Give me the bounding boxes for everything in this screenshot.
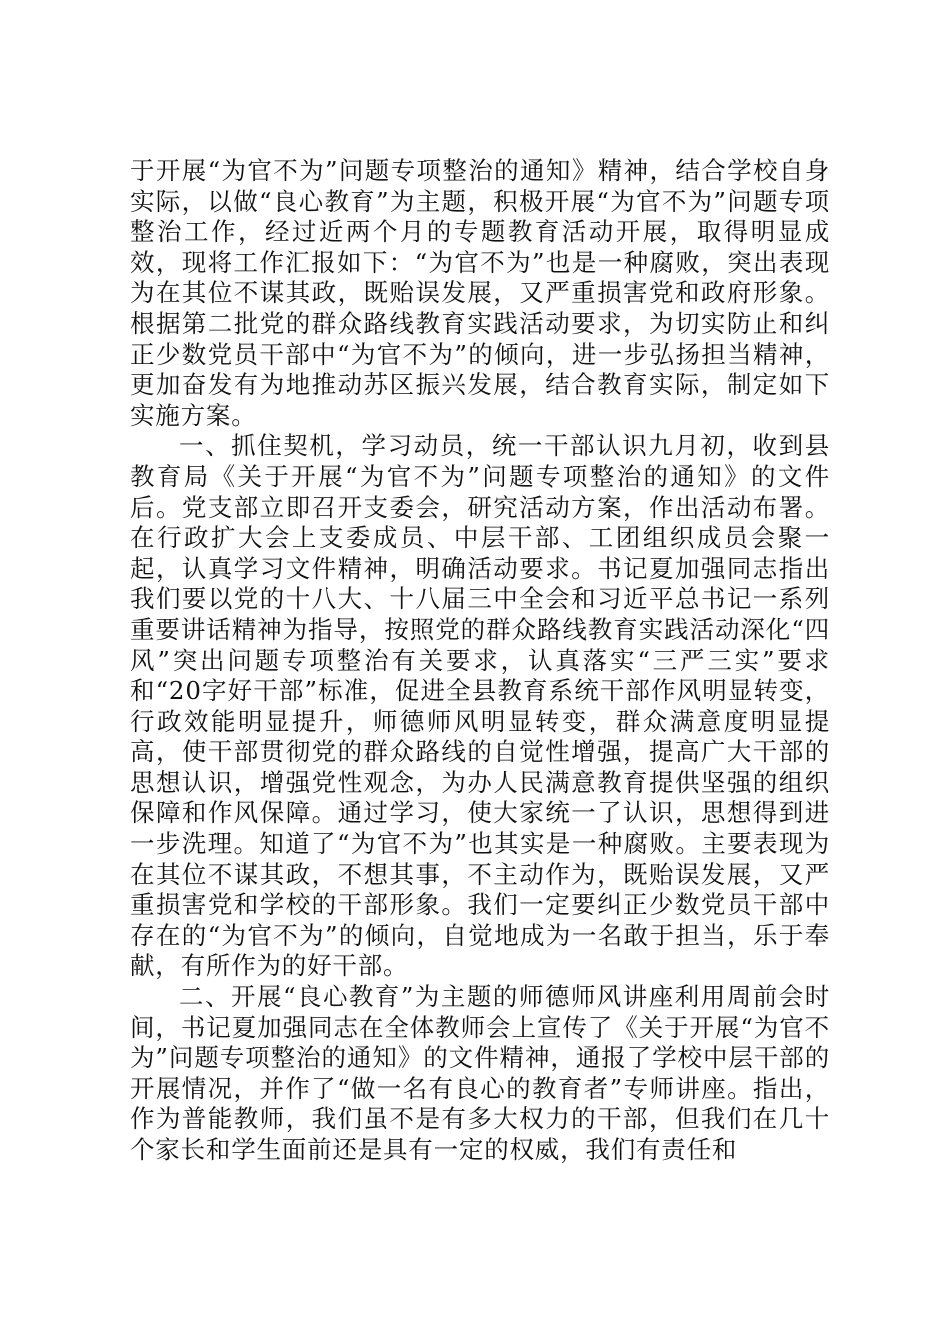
paragraph-intro: 于开展“为官不为”问题专项整治的通知》精神，结合学校自身实际，以做“良心教育”为主题，积极开展“为官不为”问题专项整治工作，经过近两个月的专题教育活动开展，取得明显成效，现将工作汇报如下：“为官不为”也是一种腐败，突出表现为在其位不谋其政，既贻误发展，又严重损害党和政府形象。根据第二批党的群众路线教育实践活动要求，为切实防止和纠正少数党员干部中“为官不为”的倾向，进一步弘扬担当精神，更加奋发有为地推动苏区振兴发展，结合教育实际，制定如下实施方案。 bbox=[130, 156, 830, 430]
paragraph-section-one: 一、抓住契机，学习动员，统一干部认识九月初，收到县教育局《关于开展“为官不为”问题专项整治的通知》的文件后。党支部立即召开支委会，研究活动方案，作出活动布署。在行政扩大会上支委成员、中层干部、工团组织成员会聚一起，认真学习文件精神，明确活动要求。书记夏加强同志指出我们要以党的十八大、十八届三中全会和习近平总书记一系列重要讲话精神为指导，按照党的群众路线教育实践活动深化“四风”突出问题专项整治有关要求，认真落实“三严三实”要求和“20字好干部”标准，促进全县教育系统干部作风明显转变，行政效能明显提升，师德师风明显转变，群众满意度明显提高，使干部贯彻党的群众路线的自觉性增强，提高广大干部的思想认识，增强党性观念，为办人民满意教育提供坚强的组织保障和作风保障。通过学习，使大家统一了认识，思想得到进一步洗理。知道了“为官不为”也其实是一种腐败。主要表现为在其位不谋其政，不想其事，不主动作为，既贻误发展，又严重损害党和学校的干部形象。我们一定要纠正少数党员干部中存在的“为官不为”的倾向，自觉地成为一名敢于担当，乐于奉献，有所作为的好干部。 bbox=[130, 431, 831, 981]
body-text bbox=[130, 156, 830, 1166]
paragraph-section-two: 二、开展“良心教育”为主题的师德师风讲座利用周前会时间，书记夏加强同志在全体教师会上宣传了《关于开展“为官不为”问题专项整治的通知》的文件精神，通报了学校中层干部的开展情况，并作了“做一名有良心的教育者”专师讲座。指出，作为普能教师，我们虽不是有多大权力的干部，但我们在几十个家长和学生面前还是具有一定的权威，我们有责任和 bbox=[130, 982, 830, 1164]
